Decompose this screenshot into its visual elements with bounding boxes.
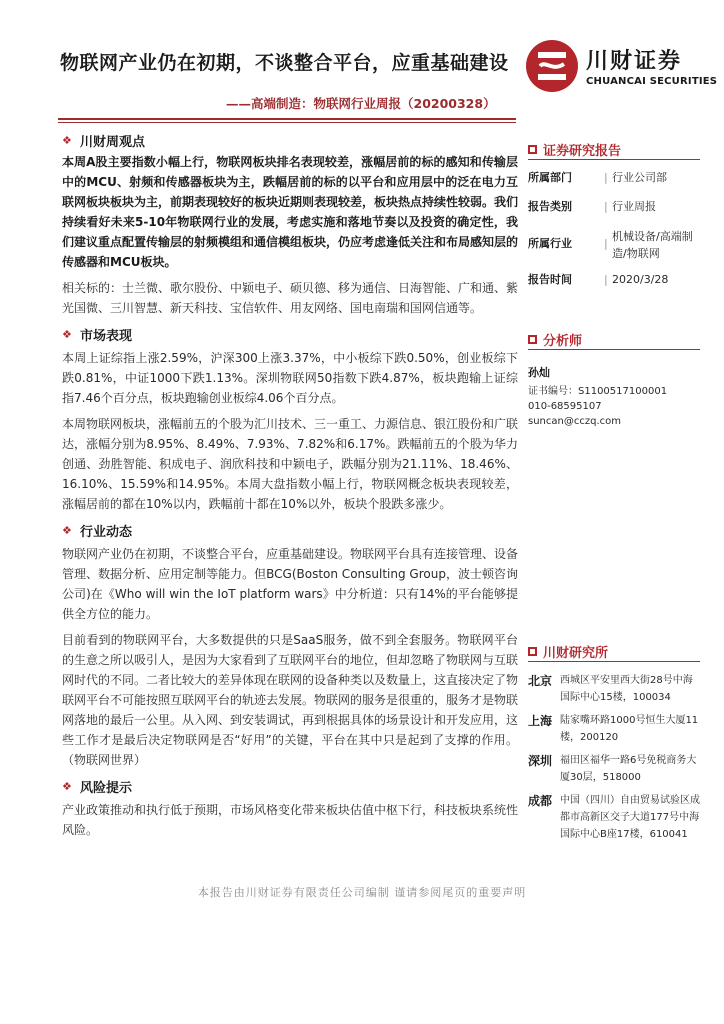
paragraph: 本周物联网板块，涨幅前五的个股为汇川技术、三一重工、力源信息、银江股份和广联达，涨幅分别为8.95%、8.49%、7.93%、7.82%和6.17%。跌幅前五的个股为华力创通、劲胜智能、积成电子、润欣科技和中颖电子，跌幅分别为21.11%、18.46%、16.10%、15.59%和14.95%。本周大盘指数小幅上行，物联网概念板块表现较差，涨幅居前的都在10%以内，跌幅前十都在10%以外，板块个股跌多涨少。: [62, 417, 519, 511]
info-value: 2020/3/28: [612, 273, 669, 286]
info-separator: |: [604, 237, 608, 250]
office-city: 深圳: [528, 754, 553, 768]
info-value: 行业公司部: [612, 171, 667, 184]
page-footer: 本报告由川财证券有限责任公司编制 谨请参阅尾页的重要声明: [197, 886, 527, 899]
office-shanghai: [528, 712, 700, 746]
section-title: 市场表现: [80, 328, 133, 344]
analyst-title: 分析师: [543, 334, 583, 349]
info-row-industry: [528, 228, 700, 262]
info-row-date: [528, 272, 700, 287]
office-city: 上海: [528, 714, 553, 728]
square-bullet-icon: [528, 335, 537, 344]
analyst-phone: 010-68595107: [528, 401, 602, 412]
analyst-cert: 证书编号：S1100517100001: [528, 386, 668, 397]
diamond-bullet-icon: ❖: [62, 523, 72, 537]
analyst-panel: [528, 330, 700, 429]
section-title: 川财周观点: [80, 134, 146, 150]
header-divider-thin: [58, 122, 516, 123]
info-label: 报告类别: [528, 200, 572, 213]
paragraph: 产业政策推动和执行低于预期，市场风格变化带来板块估值中枢下行，科技板块系统性风险。: [62, 803, 519, 837]
company-logo: [526, 40, 718, 96]
institute-panel: [528, 642, 700, 843]
info-value: 机械设备/高端制造/物联网: [612, 230, 693, 260]
logo-name-en: CHUANCAI SECURITIES: [586, 76, 718, 87]
section-weekly-view: [62, 130, 518, 318]
office-chengdu: [528, 792, 700, 843]
section-heading: [62, 520, 518, 540]
info-separator: |: [604, 273, 608, 286]
paragraph: 相关标的：士兰微、歌尔股份、中颖电子、硕贝德、移为通信、日海智能、广和通、紫光国微、三川智慧、新天科技、宝信软件、用友网络、国电南瑞和国网信通等。: [62, 281, 519, 315]
paragraph: 目前看到的物联网平台，大多数提供的只是SaaS服务，做不到全套服务。物联网平台的生意之所以吸引人，是因为大家看到了互联网平台的地位，但却忽略了物联网与互联网时代的不同。二者比较大的差异体现在联网的设备种类以及数量上，这直接决定了物联网平台不可能按照互联网平台的轨迹去发展。物联网的服务是很重的，服务才是物联网落地的最后一公里。从入网、到安装调试，再到根据具体的场景设计和开发应用，这些工作才是最后决定物联网是否“好用”的关键，平台在其中只是起到了支撑的作用。（物联网世界）: [62, 633, 519, 767]
section-title: 风险提示: [80, 780, 133, 796]
diamond-bullet-icon: ❖: [62, 779, 72, 793]
info-separator: |: [604, 200, 608, 213]
info-label: 报告时间: [528, 273, 572, 286]
logo-emblem-icon: [526, 40, 578, 92]
analyst-heading: [528, 330, 700, 350]
paragraph: 本周上证综指上涨2.59%，沪深300上涨3.37%，中小板综下跌0.50%，创业板综下跌0.81%，中证1000下跌1.13%。深圳物联网50指数下跌4.87%，板块跑输上证综指7.46个百分点，板块跑输创业板综4.06个百分点。: [62, 351, 518, 405]
info-separator: |: [604, 171, 608, 184]
section-market-performance: [62, 324, 518, 514]
report-info-heading: [528, 140, 700, 160]
office-city: 北京: [528, 674, 553, 688]
section-heading: [62, 776, 518, 796]
main-content: [62, 130, 518, 844]
report-title: 物联网产业仍在初期，不谈整合平台，应重基础建设: [60, 52, 509, 74]
section-risk-warning: [62, 776, 518, 840]
report-info-panel: [528, 140, 700, 287]
info-label: 所属行业: [528, 237, 572, 250]
info-label: 所属部门: [528, 171, 572, 184]
paragraph: 物联网产业仍在初期，不谈整合平台，应重基础建设。物联网平台具有连接管理、设备管理、数据分析、应用定制等能力。但BCG(Boston Consulting Group，波士顿咨询公司)在《Who will win the IoT platform wars》中分析道：只有14%的平台能够提供全方位的能力。: [62, 547, 519, 621]
office-address: 福田区福华一路6号免税商务大厦30层，518000: [560, 755, 697, 783]
office-address: 陆家嘴环路1000号恒生大厦11楼，200120: [560, 715, 699, 743]
section-title: 行业动态: [80, 524, 133, 540]
diamond-bullet-icon: ❖: [62, 327, 72, 341]
office-address: 中国（四川）自由贸易试验区成都市高新区交子大道177号中海国际中心B座17楼，610041: [560, 795, 700, 840]
office-beijing: [528, 672, 700, 706]
institute-title: 川财研究所: [543, 646, 609, 661]
analyst-name: 孙灿: [528, 366, 550, 379]
report-info-title: 证券研究报告: [543, 144, 622, 159]
office-address: 西城区平安里西大街28号中海国际中心15楼，100034: [560, 675, 693, 703]
info-row-category: [528, 199, 700, 214]
section-heading: [62, 324, 518, 344]
square-bullet-icon: [528, 647, 537, 656]
diamond-bullet-icon: ❖: [62, 133, 72, 147]
info-row-department: [528, 170, 700, 185]
header-divider: [58, 118, 516, 120]
office-shenzhen: [528, 752, 700, 786]
report-subtitle: ——高端制造：物联网行业周报（20200328）: [226, 96, 496, 111]
section-heading: [62, 130, 518, 150]
office-city: 成都: [528, 794, 553, 808]
section-industry-news: [62, 520, 518, 770]
analyst-email[interactable]: suncan@cczq.com: [528, 416, 621, 427]
institute-heading: [528, 642, 700, 662]
logo-name-cn: 川财证券: [586, 49, 683, 74]
paragraph: 本周A股主要指数小幅上行，物联网板块排名表现较差，涨幅居前的标的感知和传输层中的MCU、射频和传感器板块为主，跌幅居前的标的以平台和应用层中的泛在电力互联网板块板块为主，前期表现较好的板块近期则表现较差，板块热点持续性较弱。我们持续看好未来5-10年物联网行业的发展，考虑实施和落地节奏以及投资的确定性，我们建议重点配置传输层的射频模组和通信模组板块，仍应考虑逢低关注和布局感知层的传感器和MCU板块。: [62, 155, 519, 269]
info-value: 行业周报: [612, 200, 656, 213]
square-bullet-icon: [528, 145, 537, 154]
